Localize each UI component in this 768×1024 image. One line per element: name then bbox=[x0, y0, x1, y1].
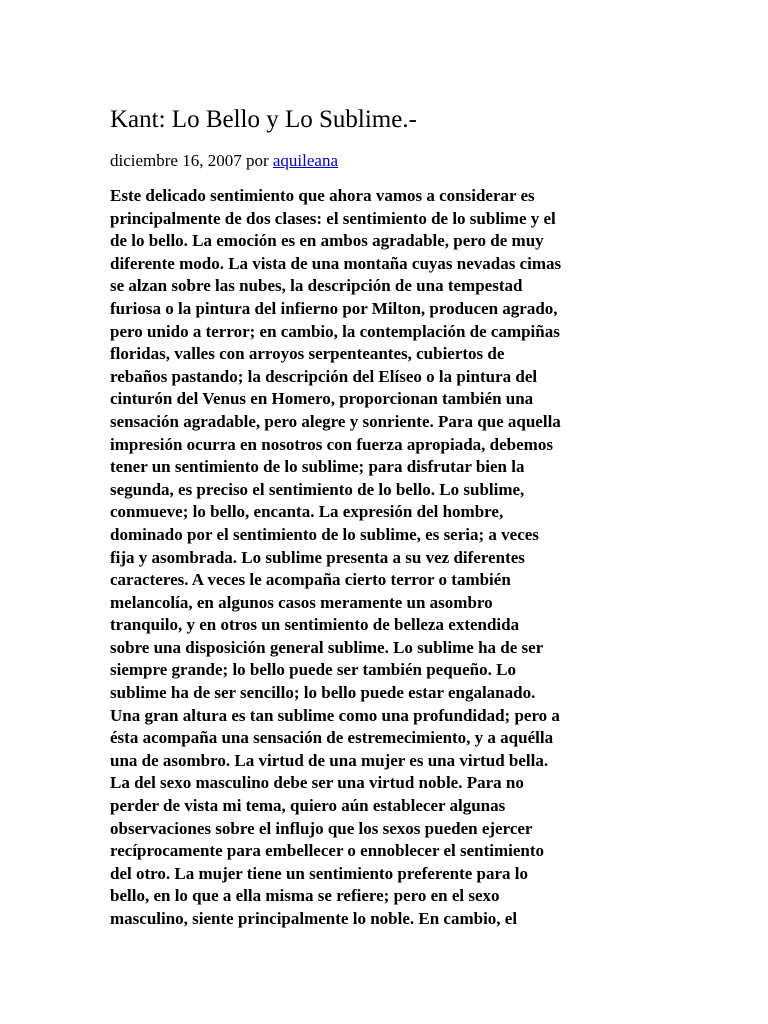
body-line: tener un sentimiento de lo sublime; para disfrutar bien la bbox=[110, 457, 525, 477]
body-line: cinturón del Venus en Homero, proporcionan también una bbox=[110, 389, 534, 409]
body-line: La del sexo masculino debe ser una virtud noble. Para no bbox=[110, 773, 524, 793]
body-line: principalmente de dos clases: el sentimiento de lo sublime y el bbox=[110, 208, 556, 228]
body-line: floridas, valles con arroyos serpenteantes, cubiertos de bbox=[110, 344, 505, 364]
body-line: rebaños pastando; la descripción del Elíseo o la pintura del bbox=[110, 366, 538, 386]
by-label: por bbox=[245, 151, 269, 170]
body-line: bello, en lo que a ella misma se refiere; pero en el sexo bbox=[110, 886, 500, 906]
body-line: recíprocamente para embellecer o ennoblecer el sentimiento bbox=[110, 841, 545, 861]
body-line: segunda, es preciso el sentimiento de lo bello. Lo sublime, bbox=[110, 479, 525, 499]
body-line: tranquilo, y en otros un sentimiento de belleza extendida bbox=[110, 615, 520, 635]
body-line: se alzan sobre las nubes, la descripción de una tempestad bbox=[110, 276, 523, 296]
article bbox=[110, 104, 640, 931]
body-line: siempre grande; lo bello puede ser también pequeño. Lo bbox=[110, 660, 516, 680]
body-line: diferente modo. La vista de una montaña cuyas nevadas cimas bbox=[110, 253, 562, 273]
body-line: conmueve; lo bello, encanta. La expresión del hombre, bbox=[110, 502, 504, 522]
body-line: ésta acompaña una sensación de estremecimiento, y a aquélla bbox=[110, 728, 554, 748]
body-line: Una gran altura es tan sublime como una profundidad; pero a bbox=[110, 705, 560, 725]
body-line: fija y asombrada. Lo sublime presenta a su vez diferentes bbox=[110, 547, 525, 567]
body-line: masculino, siente principalmente lo noble. En cambio, el bbox=[110, 909, 518, 928]
body-line: de lo bello. La emoción es en ambos agradable, pero de muy bbox=[110, 231, 544, 251]
body-line: del otro. La mujer tiene un sentimiento preferente para lo bbox=[110, 863, 529, 883]
body-line: sensación agradable, pero alegre y sonriente. Para que aquella bbox=[110, 411, 561, 431]
author-link[interactable]: aquileana bbox=[272, 151, 339, 170]
body-line: dominado por el sentimiento de lo sublime, es seria; a veces bbox=[110, 524, 539, 544]
body-line: perder de vista mi tema, quiero aún establecer algunas bbox=[110, 796, 506, 816]
body-line: melancolía, en algunos casos meramente un asombro bbox=[110, 592, 493, 612]
article-title: Kant: Lo Bello y Lo Sublime.- bbox=[110, 106, 417, 133]
body-line: pero unido a terror; en cambio, la contemplación de campiñas bbox=[110, 321, 560, 341]
post-date: diciembre 16, 2007 bbox=[110, 151, 242, 170]
body-line: observaciones sobre el influjo que los sexos pueden ejercer bbox=[110, 818, 533, 838]
article-body bbox=[110, 185, 640, 931]
body-line: una de asombro. La virtud de una mujer es una virtud bella. bbox=[110, 750, 549, 770]
post-meta bbox=[110, 150, 640, 172]
body-line: caracteres. A veces le acompaña cierto terror o también bbox=[110, 570, 511, 590]
body-line: sublime ha de ser sencillo; lo bello puede estar engalanado. bbox=[110, 683, 536, 703]
body-line: impresión ocurra en nosotros con fuerza apropiada, debemos bbox=[110, 434, 553, 454]
body-line: Este delicado sentimiento que ahora vamos a considerar es bbox=[110, 186, 535, 205]
body-line: furiosa o la pintura del infierno por Milton, producen agrado, bbox=[110, 298, 558, 318]
body-line: sobre una disposición general sublime. Lo sublime ha de ser bbox=[110, 637, 544, 657]
